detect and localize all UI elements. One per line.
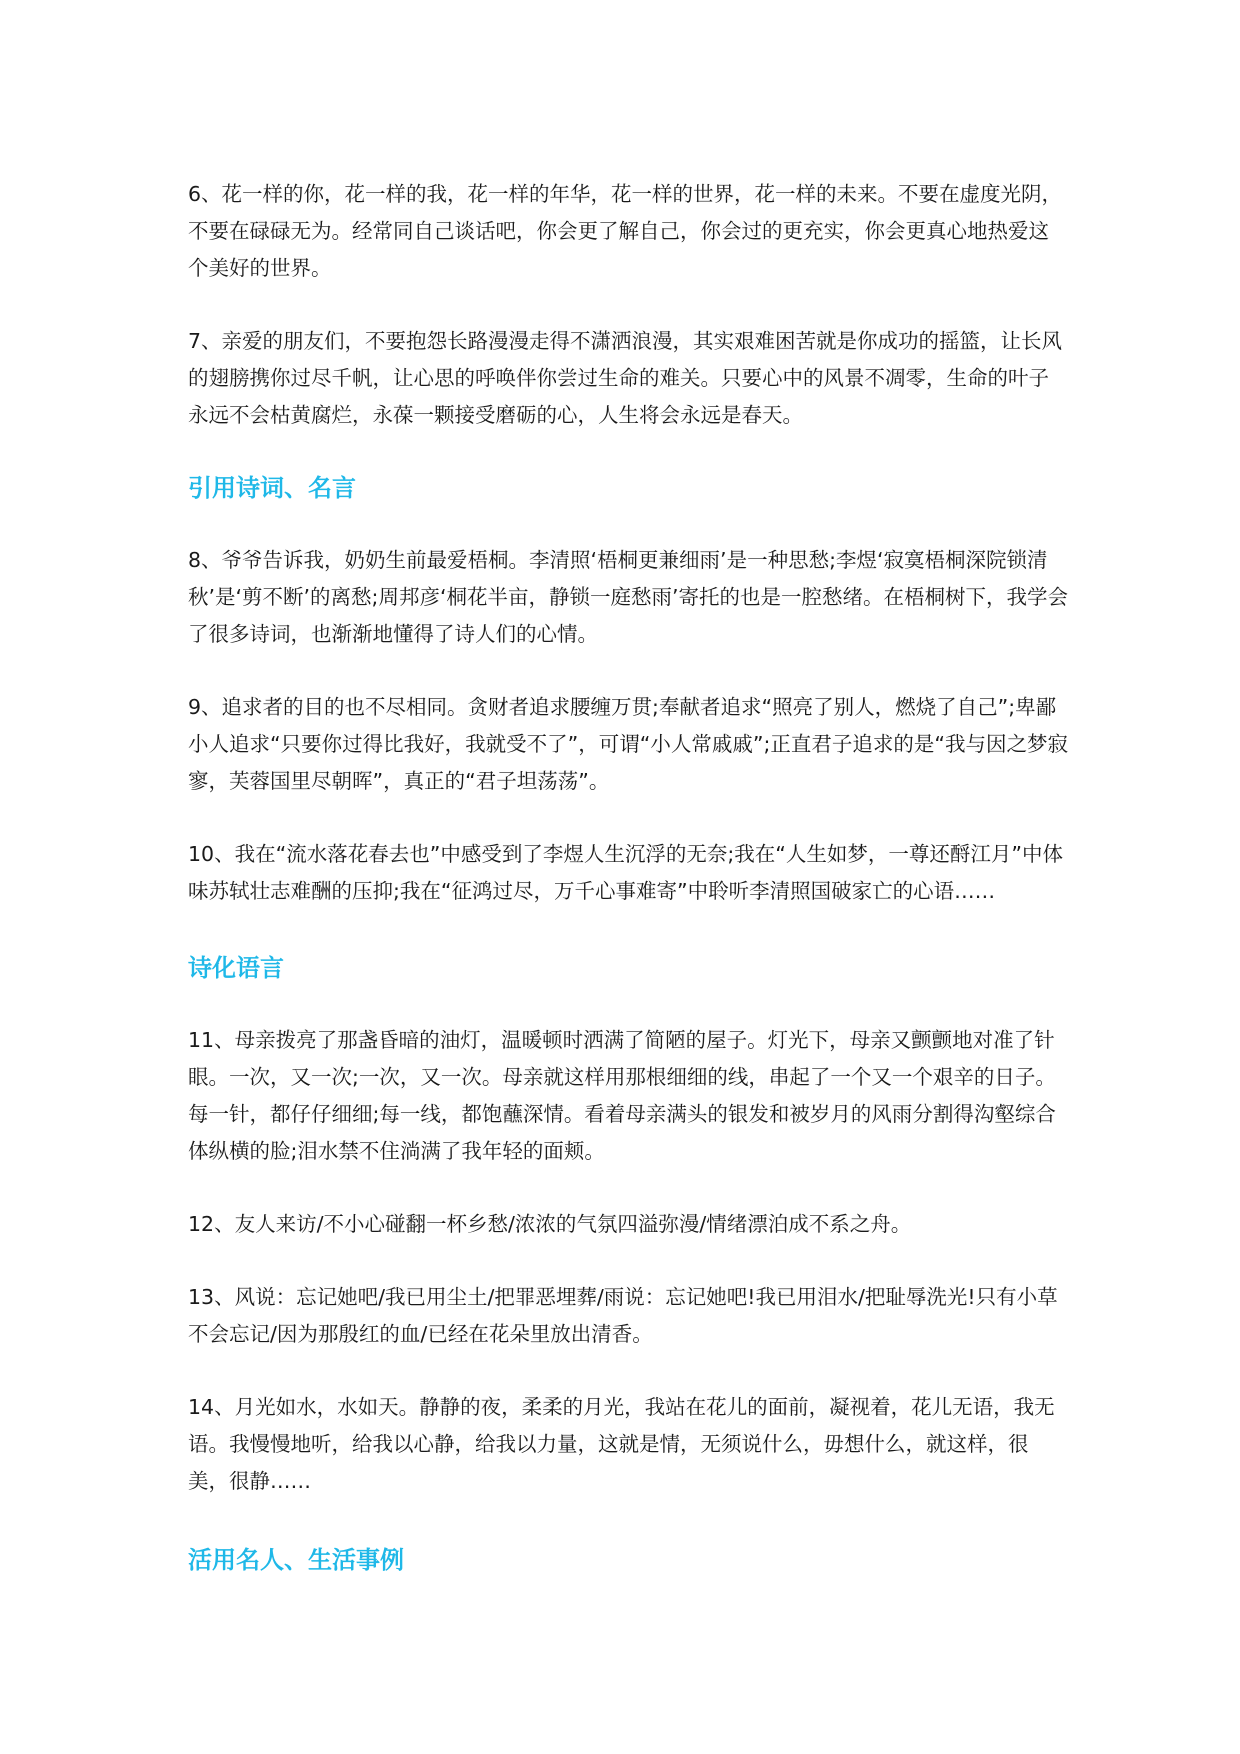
paragraph-12: 12、友人来访/不小心碰翻一杯乡愁/浓浓的气氛四溢弥漫/情绪漂泊成不系之舟。 [188, 1212, 912, 1236]
paragraph-7: 7、亲爱的朋友们，不要抱怨长路漫漫走得不潇洒浪漫，其实艰难困苦就是你成功的摇篮，让长风的翅膀携你过尽千帆，让心思的呼唤伴你尝过生命的难关。只要心中的风景不凋零，生命的叶子永远不会枯黄腐烂，永葆一颗接受磨砺的心，人生将会永远是春天。 [188, 329, 1063, 427]
section-heading-quotes: 引用诗词、名言 [188, 474, 356, 502]
paragraph-8: 8、爷爷告诉我，奶奶生前最爱梧桐。李清照‘梧桐更兼细雨’是一种思愁;李煜‘寂寞梧桐深院锁清秋’是‘剪不断’的离愁;周邦彦‘桐花半亩，静锁一庭愁雨’寄托的也是一腔愁绪。在梧桐树下，我学会了很多诗词，也渐渐地懂得了诗人们的心情。 [188, 548, 1068, 646]
paragraph-11: 11、母亲拨亮了那盏昏暗的油灯，温暖顿时洒满了简陋的屋子。灯光下，母亲又颤颤地对准了针眼。一次，又一次;一次，又一次。母亲就这样用那根细细的线，串起了一个又一个艰辛的日子。每一针，都仔仔细细;每一线，都饱蘸深情。看着母亲满头的银发和被岁月的风雨分割得沟壑综合体纵横的脸;泪水禁不住淌满了我年轻的面颊。 [188, 1028, 1056, 1163]
paragraph-14: 14、月光如水，水如天。静静的夜，柔柔的月光，我站在花儿的面前，凝视着，花儿无语，我无语。我慢慢地听，给我以心静，给我以力量，这就是情，无须说什么，毋想什么，就这样，很美，很静…… [188, 1395, 1055, 1493]
paragraph-10: 10、我在“流水落花春去也”中感受到了李煜人生沉浮的无奈;我在“人生如梦，一尊还酹江月”中体味苏轼壮志难酬的压抑;我在“征鸿过尽，万千心事难寄”中聆听李清照国破家亡的心语…… [188, 842, 1063, 903]
paragraph-6: 6、花一样的你，花一样的我，花一样的年华，花一样的世界，花一样的未来。不要在虚度光阴，不要在碌碌无为。经常同自己谈话吧，你会更了解自己，你会过的更充实，你会更真心地热爱这个美好的世界。 [188, 182, 1063, 280]
section-heading-examples: 活用名人、生活事例 [188, 1546, 404, 1574]
paragraph-9: 9、追求者的目的也不尽相同。贪财者追求腰缠万贯;奉献者追求“照亮了别人，燃烧了自己”;卑鄙小人追求“只要你过得比我好，我就受不了”，可谓“小人常戚戚”;正直君子追求的是“我与因之梦寂寥，芙蓉国里尽朝晖”，真正的“君子坦荡荡”。 [188, 695, 1069, 793]
paragraph-13: 13、风说：忘记她吧/我已用尘土/把罪恶埋葬/雨说：忘记她吧!我已用泪水/把耻辱洗光!只有小草不会忘记/因为那殷红的血/已经在花朵里放出清香。 [188, 1285, 1058, 1346]
section-heading-poetic-language: 诗化语言 [188, 954, 284, 982]
document-page [188, 176, 1068, 1614]
